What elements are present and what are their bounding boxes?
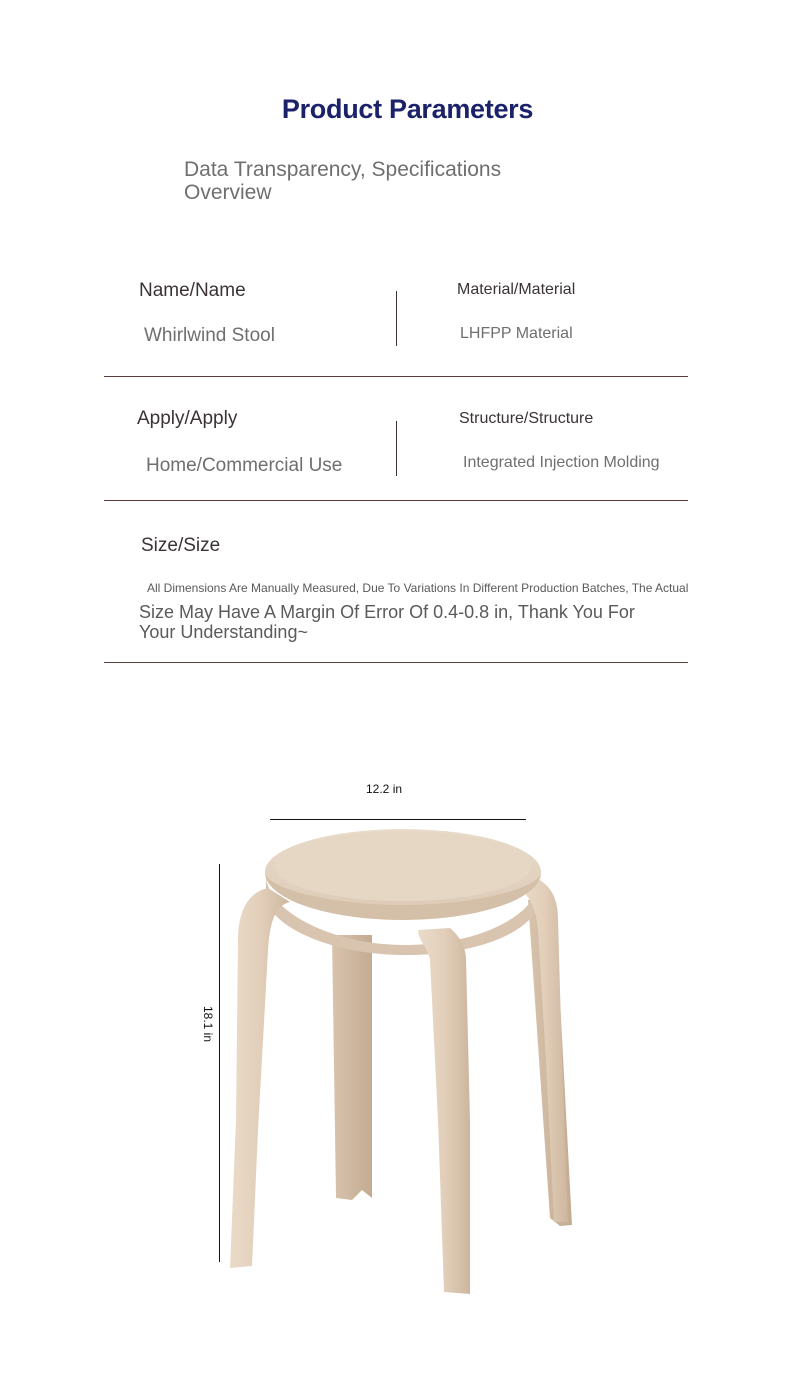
page-title: Product Parameters bbox=[281, 94, 534, 124]
size-note-line2: Size May Have A Margin Of Error Of 0.4-0.8 in, Thank You For Your Understanding~ bbox=[139, 602, 635, 642]
width-dimension-label: 12.2 in bbox=[366, 782, 403, 796]
stool-leg-front-left bbox=[230, 888, 290, 1268]
material-label: Material/Material bbox=[457, 281, 576, 298]
name-label: Name/Name bbox=[139, 280, 246, 301]
size-note-line1: All Dimensions Are Manually Measured, Due To Variations In Different Production Batches, The Actual bbox=[147, 581, 689, 595]
structure-label: Structure/Structure bbox=[459, 410, 594, 427]
structure-value: Integrated Injection Molding bbox=[463, 454, 660, 471]
apply-value: Home/Commercial Use bbox=[146, 455, 343, 476]
stool-leg-front-center bbox=[418, 928, 470, 1294]
apply-label: Apply/Apply bbox=[137, 408, 238, 429]
stool-leg-back-left bbox=[332, 935, 372, 1200]
size-label: Size/Size bbox=[141, 535, 221, 556]
name-value: Whirlwind Stool bbox=[144, 325, 275, 346]
height-dimension-label: 18.1 in bbox=[201, 1005, 215, 1043]
page-subtitle: Data Transparency, Specifications Overview bbox=[184, 158, 502, 204]
material-value: LHFPP Material bbox=[460, 325, 573, 342]
stool-seat-inner bbox=[275, 831, 531, 901]
